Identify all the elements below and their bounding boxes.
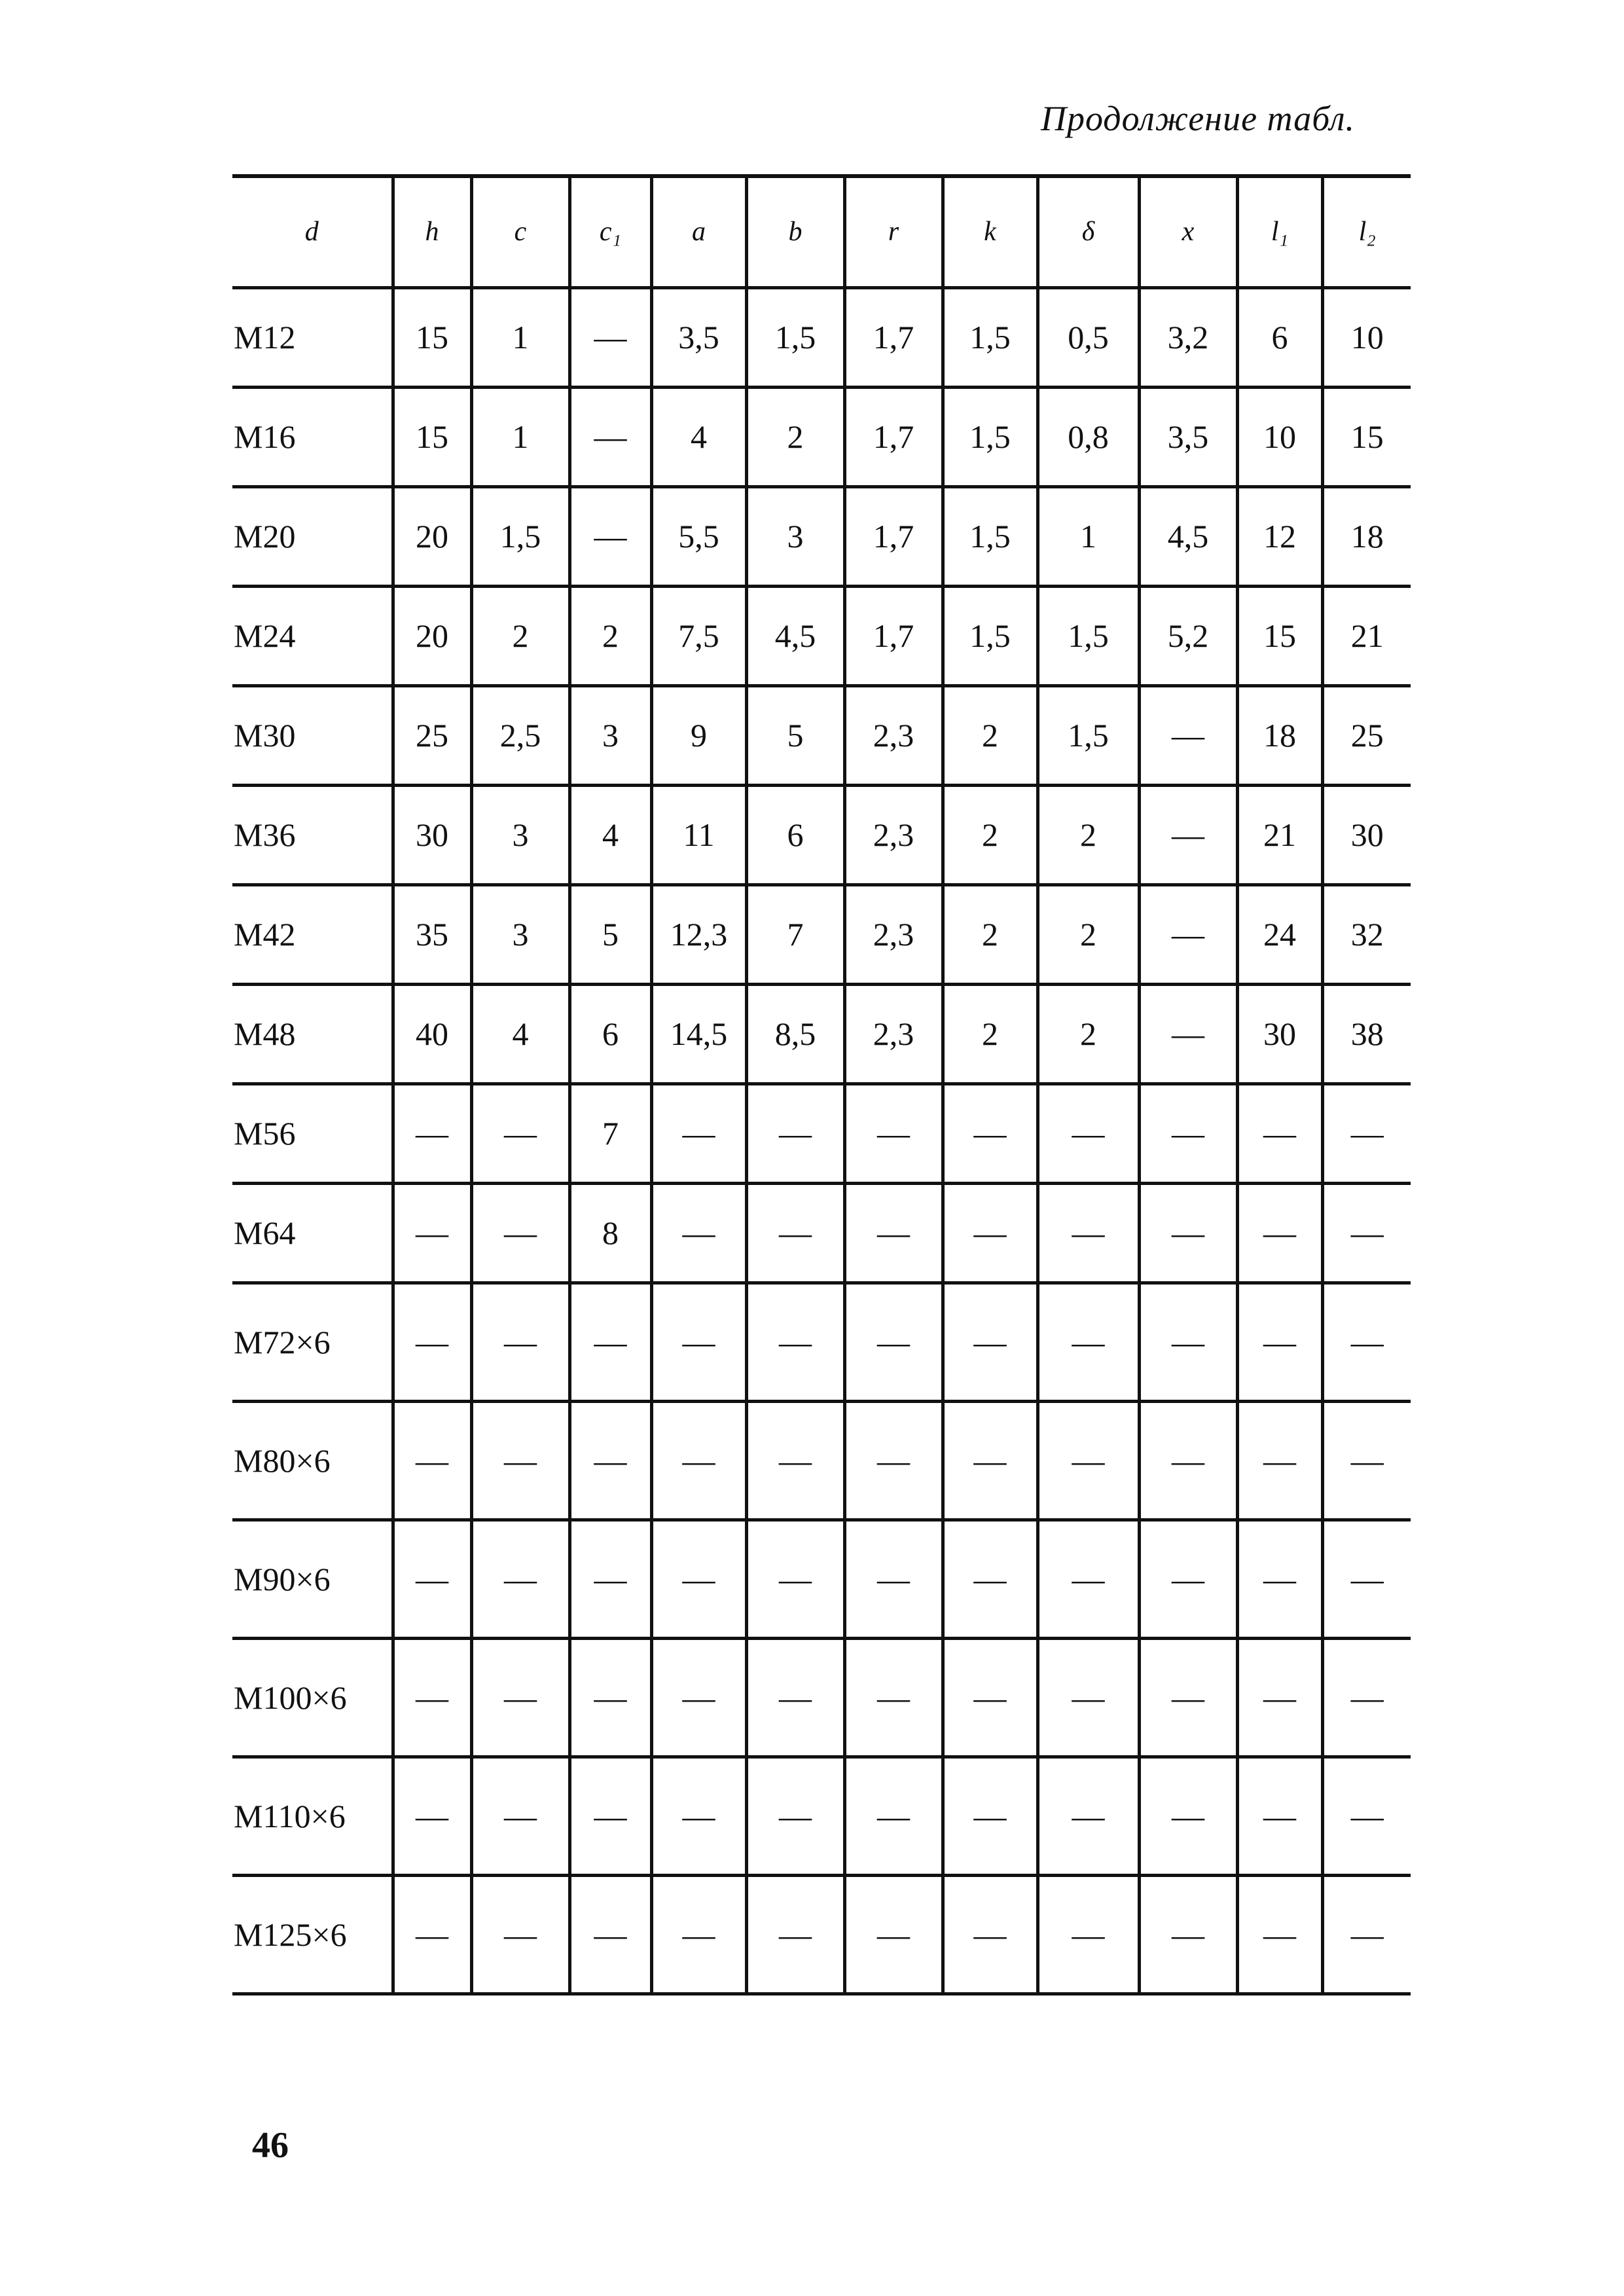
table-cell: — (569, 1401, 651, 1520)
table-cell: — (569, 1520, 651, 1638)
header-h: h (393, 176, 471, 287)
table-cell: — (1237, 1757, 1322, 1875)
table-cell: — (844, 1757, 943, 1875)
page-number: 46 (252, 2125, 289, 2166)
table-cell: — (746, 1757, 844, 1875)
table-cell: — (569, 287, 651, 387)
header-r: r (844, 176, 943, 287)
header-l2: l₂ (1322, 176, 1411, 287)
table-cell: 2 (1038, 884, 1139, 984)
table-cell: 2 (943, 685, 1038, 785)
table-cell: 5,5 (651, 486, 746, 586)
thread-dimensions-table (232, 174, 1411, 1995)
thread-size-cell: M12 (232, 287, 393, 387)
table-cell: — (393, 1875, 471, 1994)
table-cell: 6 (1237, 287, 1322, 387)
table-cell: 2,5 (471, 685, 569, 785)
table-cell: 20 (393, 586, 471, 685)
table-cell: — (651, 1875, 746, 1994)
table-cell: 4,5 (746, 586, 844, 685)
table-cell: — (393, 1757, 471, 1875)
thread-size-cell: M125×6 (232, 1875, 393, 1994)
table-cell: — (471, 1757, 569, 1875)
table-cell: 1,5 (943, 486, 1038, 586)
table-cell: — (1322, 1757, 1411, 1875)
table-cell: — (844, 1183, 943, 1283)
table-cell: — (471, 1638, 569, 1757)
table-cell: 7 (569, 1084, 651, 1183)
header-delta: δ (1038, 176, 1139, 287)
table-row (232, 1638, 1411, 1757)
table-cell: 3 (569, 685, 651, 785)
table-cell: — (1139, 1283, 1237, 1401)
table-row (232, 1084, 1411, 1183)
table-cell: 2,3 (844, 884, 943, 984)
table-cell: 14,5 (651, 984, 746, 1084)
table-cell: — (943, 1520, 1038, 1638)
table-cell: — (746, 1520, 844, 1638)
table-cell: — (393, 1084, 471, 1183)
table-cell: 9 (651, 685, 746, 785)
table-cell: 15 (1322, 387, 1411, 486)
header-c1: c₁ (569, 176, 651, 287)
table-cell: 2 (943, 884, 1038, 984)
table-row (232, 884, 1411, 984)
table-cell: 20 (393, 486, 471, 586)
table-row (232, 387, 1411, 486)
table-cell: — (844, 1520, 943, 1638)
table-cell: 1,7 (844, 387, 943, 486)
table-cell: 2,3 (844, 785, 943, 884)
table-cell: — (471, 1283, 569, 1401)
table-cell: — (393, 1401, 471, 1520)
table-row (232, 984, 1411, 1084)
table-cell: 2 (1038, 785, 1139, 884)
table-cell: 5,2 (1139, 586, 1237, 685)
thread-size-cell: M80×6 (232, 1401, 393, 1520)
table-cell: 10 (1322, 287, 1411, 387)
thread-size-cell: M16 (232, 387, 393, 486)
table-cell: 1,5 (1038, 685, 1139, 785)
table-cell: 30 (1237, 984, 1322, 1084)
table-cell: 3,5 (1139, 387, 1237, 486)
table-row (232, 785, 1411, 884)
thread-size-cell: M110×6 (232, 1757, 393, 1875)
table-cell: 2 (943, 984, 1038, 1084)
table-cell: — (1139, 884, 1237, 984)
table-cell: 1,5 (1038, 586, 1139, 685)
table-cell: — (746, 1283, 844, 1401)
table-cell: 38 (1322, 984, 1411, 1084)
table-cell: 1,5 (471, 486, 569, 586)
table-row (232, 1183, 1411, 1283)
table-row (232, 586, 1411, 685)
table-cell: 0,5 (1038, 287, 1139, 387)
table-cell: — (1038, 1183, 1139, 1283)
thread-size-cell: M20 (232, 486, 393, 586)
table-cell: — (1322, 1875, 1411, 1994)
table-cell: 7,5 (651, 586, 746, 685)
thread-size-cell: M56 (232, 1084, 393, 1183)
header-b: b (746, 176, 844, 287)
table-cell: — (651, 1084, 746, 1183)
table-cell: — (1322, 1183, 1411, 1283)
table-cell: 3,5 (651, 287, 746, 387)
table-cell: — (1139, 984, 1237, 1084)
thread-size-cell: M100×6 (232, 1638, 393, 1757)
table-cell: 2,3 (844, 685, 943, 785)
table-cell: — (844, 1875, 943, 1994)
thread-size-cell: M36 (232, 785, 393, 884)
table-cell: 32 (1322, 884, 1411, 984)
table-cell: — (1322, 1283, 1411, 1401)
table-cell: — (651, 1638, 746, 1757)
table-cell: — (569, 1283, 651, 1401)
header-a: a (651, 176, 746, 287)
table-cell: — (569, 486, 651, 586)
table-cell: — (1139, 1183, 1237, 1283)
table-row (232, 1401, 1411, 1520)
header-k: k (943, 176, 1038, 287)
table-cell: — (746, 1183, 844, 1283)
table-cell: — (1322, 1401, 1411, 1520)
table-cell: 3,2 (1139, 287, 1237, 387)
table-cell: — (844, 1401, 943, 1520)
table-cell: 0,8 (1038, 387, 1139, 486)
table-cell: — (393, 1183, 471, 1283)
table-cell: — (1038, 1757, 1139, 1875)
table-cell: — (569, 1757, 651, 1875)
table-cell: 1 (1038, 486, 1139, 586)
thread-size-cell: M42 (232, 884, 393, 984)
table-cell: 5 (569, 884, 651, 984)
table-cell: 1,5 (943, 287, 1038, 387)
table-cell: — (471, 1401, 569, 1520)
table-row (232, 1875, 1411, 1994)
table-row (232, 1757, 1411, 1875)
table-cell: — (471, 1875, 569, 1994)
table-cell: — (1322, 1520, 1411, 1638)
table-row (232, 287, 1411, 387)
table-cell: 2 (569, 586, 651, 685)
table-cell: 2 (943, 785, 1038, 884)
table-cell: — (651, 1183, 746, 1283)
table-cell: — (1237, 1283, 1322, 1401)
table-cell: — (746, 1084, 844, 1183)
table-cell: — (746, 1875, 844, 1994)
table-cell: 8 (569, 1183, 651, 1283)
table-cell: — (1237, 1638, 1322, 1757)
table-cell: 25 (393, 685, 471, 785)
table-row (232, 1520, 1411, 1638)
table-cell: — (1237, 1401, 1322, 1520)
table-cell: — (943, 1283, 1038, 1401)
table-cell: — (1038, 1401, 1139, 1520)
table-cell: 8,5 (746, 984, 844, 1084)
thread-size-cell: M30 (232, 685, 393, 785)
table-cell: — (943, 1638, 1038, 1757)
table-cell: — (844, 1084, 943, 1183)
table-cell: 15 (393, 387, 471, 486)
table-cell: 3 (471, 785, 569, 884)
table-cell: — (393, 1638, 471, 1757)
table-cell: — (1237, 1520, 1322, 1638)
table-cell: — (569, 387, 651, 486)
table-cell: 12,3 (651, 884, 746, 984)
table-cell: 25 (1322, 685, 1411, 785)
table-cell: — (943, 1084, 1038, 1183)
table-cell: 18 (1237, 685, 1322, 785)
table-cell: — (1038, 1084, 1139, 1183)
table-cell: — (471, 1084, 569, 1183)
table-cell: 7 (746, 884, 844, 984)
table-cell: — (471, 1183, 569, 1283)
table-cell: 1,5 (746, 287, 844, 387)
table-cell: — (746, 1638, 844, 1757)
table-row (232, 1283, 1411, 1401)
table-cell: 11 (651, 785, 746, 884)
table-cell: 1,5 (943, 387, 1038, 486)
table-cell: — (1237, 1183, 1322, 1283)
thread-size-cell: M64 (232, 1183, 393, 1283)
header-x: x (1139, 176, 1237, 287)
table-cell: 30 (393, 785, 471, 884)
table-cell: 40 (393, 984, 471, 1084)
thread-size-cell: M72×6 (232, 1283, 393, 1401)
header-l1: l₁ (1237, 176, 1322, 287)
table-cell: — (1139, 1638, 1237, 1757)
table-row (232, 685, 1411, 785)
table-cell: 4 (651, 387, 746, 486)
thread-size-cell: M48 (232, 984, 393, 1084)
table-cell: — (844, 1638, 943, 1757)
table-cell: 3 (471, 884, 569, 984)
table-cell: — (943, 1757, 1038, 1875)
table-cell: — (1139, 1084, 1237, 1183)
table-cell: — (1038, 1520, 1139, 1638)
table-cell: — (1237, 1084, 1322, 1183)
table-cell: — (943, 1875, 1038, 1994)
table-continuation-caption: Продолжение табл. (1041, 99, 1356, 138)
header-c: c (471, 176, 569, 287)
table-cell: 30 (1322, 785, 1411, 884)
table-cell: — (569, 1875, 651, 1994)
table-row (232, 486, 1411, 586)
header-d: d (232, 176, 393, 287)
table-cell: — (651, 1283, 746, 1401)
thread-size-cell: M90×6 (232, 1520, 393, 1638)
table-cell: 12 (1237, 486, 1322, 586)
table-cell: 2,3 (844, 984, 943, 1084)
table-header-row (232, 176, 1411, 287)
table-cell: 4,5 (1139, 486, 1237, 586)
table-cell: — (651, 1401, 746, 1520)
table-cell: 1 (471, 287, 569, 387)
table-cell: — (651, 1757, 746, 1875)
table-cell: — (1038, 1283, 1139, 1401)
table-cell: — (1139, 1520, 1237, 1638)
table-cell: 1,7 (844, 486, 943, 586)
table-cell: 24 (1237, 884, 1322, 984)
table-cell: 6 (569, 984, 651, 1084)
table-cell: 4 (569, 785, 651, 884)
table-cell: 1,7 (844, 287, 943, 387)
table-cell: 5 (746, 685, 844, 785)
table-cell: 6 (746, 785, 844, 884)
table-cell: — (393, 1283, 471, 1401)
table-cell: 18 (1322, 486, 1411, 586)
table-cell: — (393, 1520, 471, 1638)
table-cell: 35 (393, 884, 471, 984)
table-cell: 15 (1237, 586, 1322, 685)
table-cell: — (1038, 1638, 1139, 1757)
table-cell: — (471, 1520, 569, 1638)
table-cell: — (1139, 1875, 1237, 1994)
table-cell: — (651, 1520, 746, 1638)
table-cell: — (844, 1283, 943, 1401)
table-cell: 4 (471, 984, 569, 1084)
table-cell: — (1139, 1757, 1237, 1875)
table-cell: — (1038, 1875, 1139, 1994)
table-cell: — (1322, 1084, 1411, 1183)
table-cell: 2 (471, 586, 569, 685)
table-cell: — (943, 1183, 1038, 1283)
table-cell: 1,5 (943, 586, 1038, 685)
table-cell: — (1322, 1638, 1411, 1757)
table-cell: — (569, 1638, 651, 1757)
table-cell: 21 (1322, 586, 1411, 685)
table-cell: 2 (1038, 984, 1139, 1084)
table-cell: 1 (471, 387, 569, 486)
table-cell: — (1139, 685, 1237, 785)
table-cell: — (746, 1401, 844, 1520)
table-cell: 10 (1237, 387, 1322, 486)
table-cell: 3 (746, 486, 844, 586)
table-cell: — (1139, 1401, 1237, 1520)
table-cell: — (943, 1401, 1038, 1520)
table-cell: 21 (1237, 785, 1322, 884)
table-cell: — (1237, 1875, 1322, 1994)
thread-size-cell: M24 (232, 586, 393, 685)
table-cell: 1,7 (844, 586, 943, 685)
table-cell: — (1139, 785, 1237, 884)
table-cell: 2 (746, 387, 844, 486)
table-cell: 15 (393, 287, 471, 387)
